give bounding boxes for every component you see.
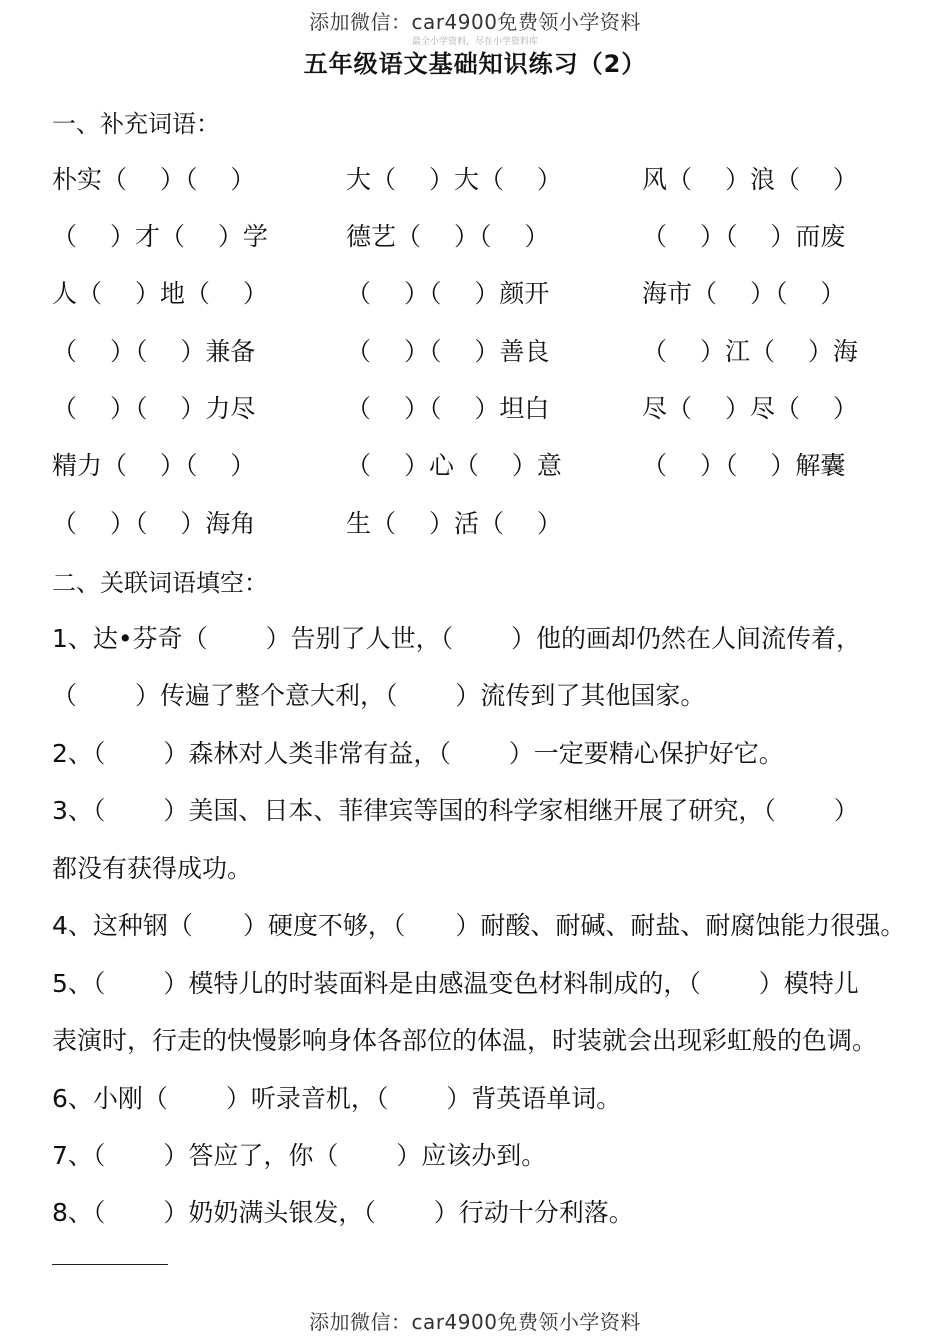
watermark-bottom: 添加微信：car4900免费领小学资料 (309, 1310, 641, 1334)
question-line: 1、达•芬奇（ ）告别了人世，（ ）他的画却仍然在人间流传着， (52, 624, 862, 653)
word-item: （ ）（ ）力尽 (52, 394, 256, 423)
question-line: 3、（ ）美国、日本、菲律宾等国的科学家相继开展了研究，（ ） (52, 796, 859, 825)
question-line: （ ）传遍了整个意大利，（ ）流传到了其他国家。 (52, 681, 706, 710)
word-item: （ ）（ ）而废 (642, 222, 846, 251)
question-line: 7、（ ）答应了，你（ ）应该办到。 (52, 1141, 547, 1170)
section-1-heading: 一、补充词语： (52, 110, 220, 138)
word-item: （ ）（ ）解囊 (642, 451, 846, 480)
word-item: （ ）心（ ）意 (346, 451, 562, 480)
watermark-top: 添加微信：car4900免费领小学资料 (309, 10, 641, 34)
word-item: （ ）才（ ）学 (52, 222, 268, 251)
word-item: （ ）（ ）兼备 (52, 337, 256, 366)
word-item: 大（ ）大（ ） (346, 165, 562, 194)
question-line: 5、（ ）模特儿的时装面料是由感温变色材料制成的，（ ）模特儿 (52, 969, 859, 998)
question-line: 都没有获得成功。 (52, 854, 253, 883)
word-item: （ ）江（ ）海 (642, 337, 858, 366)
word-item: （ ）（ ）海角 (52, 509, 256, 538)
word-item: 风（ ）浪（ ） (642, 165, 858, 194)
footnote-rule (52, 1264, 168, 1265)
word-item: 朴实（ ）（ ） (52, 165, 256, 194)
word-item: 精力（ ）（ ） (52, 451, 256, 480)
word-item: 海市（ ）（ ） (642, 279, 846, 308)
word-item: 尽（ ）尽（ ） (642, 394, 858, 423)
question-line: 4、这种钢（ ）硬度不够，（ ）耐酸、耐碱、耐盐、耐腐蚀能力很强。 (52, 911, 906, 940)
word-item: 生（ ）活（ ） (346, 509, 562, 538)
faint-header: 最全小学资料，尽在小学资料库 (411, 37, 538, 47)
word-item: 人（ ）地（ ） (52, 279, 268, 308)
word-item: （ ）（ ）颜开 (346, 279, 550, 308)
question-line: 6、小刚（ ）听录音机，（ ）背英语单词。 (52, 1084, 622, 1113)
question-line: 表演时，行走的快慢影响身体各部位的体温，时装就会出现彩虹般的色调。 (52, 1026, 878, 1055)
page-title: 五年级语文基础知识练习（2） (303, 50, 647, 78)
question-line: 8、（ ）奶奶满头银发，（ ）行动十分利落。 (52, 1198, 634, 1227)
word-item: （ ）（ ）善良 (346, 337, 550, 366)
section-2-heading: 二、关联词语填空： (52, 569, 268, 597)
word-item: 德艺（ ）（ ） (346, 222, 550, 251)
question-line: 2、（ ）森林对人类非常有益，（ ）一定要精心保护好它。 (52, 739, 784, 768)
word-item: （ ）（ ）坦白 (346, 394, 550, 423)
